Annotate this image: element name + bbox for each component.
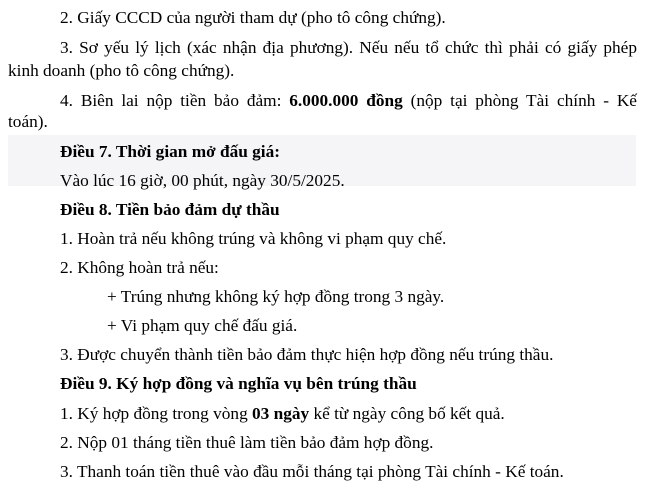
deposit-prefix: 4. Biên lai nộp tiền bảo đảm: <box>60 91 290 110</box>
paragraph-deposit-line2: toán). <box>8 112 48 131</box>
article8-sub2: + Vi phạm quy chế đấu giá. <box>107 316 298 335</box>
deposit-suffix: (nộp tại phòng Tài chính - Kế <box>402 91 637 110</box>
paragraph-resume-line2: kinh doanh (pho tô công chứng). <box>8 61 235 80</box>
deposit-amount: 6.000.000 đồng <box>289 91 403 110</box>
article9-item1 <box>60 403 505 425</box>
article7-heading: Điều 7. Thời gian mở đấu giá: <box>60 142 280 161</box>
article9-heading: Điều 9. Ký hợp đồng và nghĩa vụ bên trúng thầu <box>60 374 417 393</box>
article9-item1-suffix: kể từ ngày công bố kết quả. <box>309 404 505 423</box>
paragraph-resume-line1: 3. Sơ yếu lý lịch (xác nhận địa phương). Nếu nếu tổ chức thì phải có giấy phép <box>60 38 637 57</box>
article9-item2: 2. Nộp 01 tháng tiền thuê làm tiền bảo đảm hợp đồng. <box>60 433 434 452</box>
article8-sub1: + Trúng nhưng không ký hợp đồng trong 3 ngày. <box>107 287 445 306</box>
article7-text: Vào lúc 16 giờ, 00 phút, ngày 30/5/2025. <box>60 171 345 190</box>
article8-item2: 2. Không hoàn trả nếu: <box>60 258 219 277</box>
article9-item1-prefix: 1. Ký hợp đồng trong vòng <box>60 404 253 423</box>
article9-item1-bold: 03 ngày <box>252 404 310 423</box>
article8-item3: 3. Được chuyển thành tiền bảo đảm thực hiện hợp đồng nếu trúng thầu. <box>60 345 554 364</box>
article8-heading: Điều 8. Tiền bảo đảm dự thầu <box>60 200 280 219</box>
article9-item3: 3. Thanh toán tiền thuê vào đầu mỗi tháng tại phòng Tài chính - Kế toán. <box>60 462 564 481</box>
paragraph-cccd: 2. Giấy CCCD của người tham dự (pho tô công chứng). <box>60 8 446 27</box>
article8-item1: 1. Hoàn trả nếu không trúng và không vi phạm quy chế. <box>60 229 447 248</box>
paragraph-deposit-receipt <box>60 90 637 112</box>
